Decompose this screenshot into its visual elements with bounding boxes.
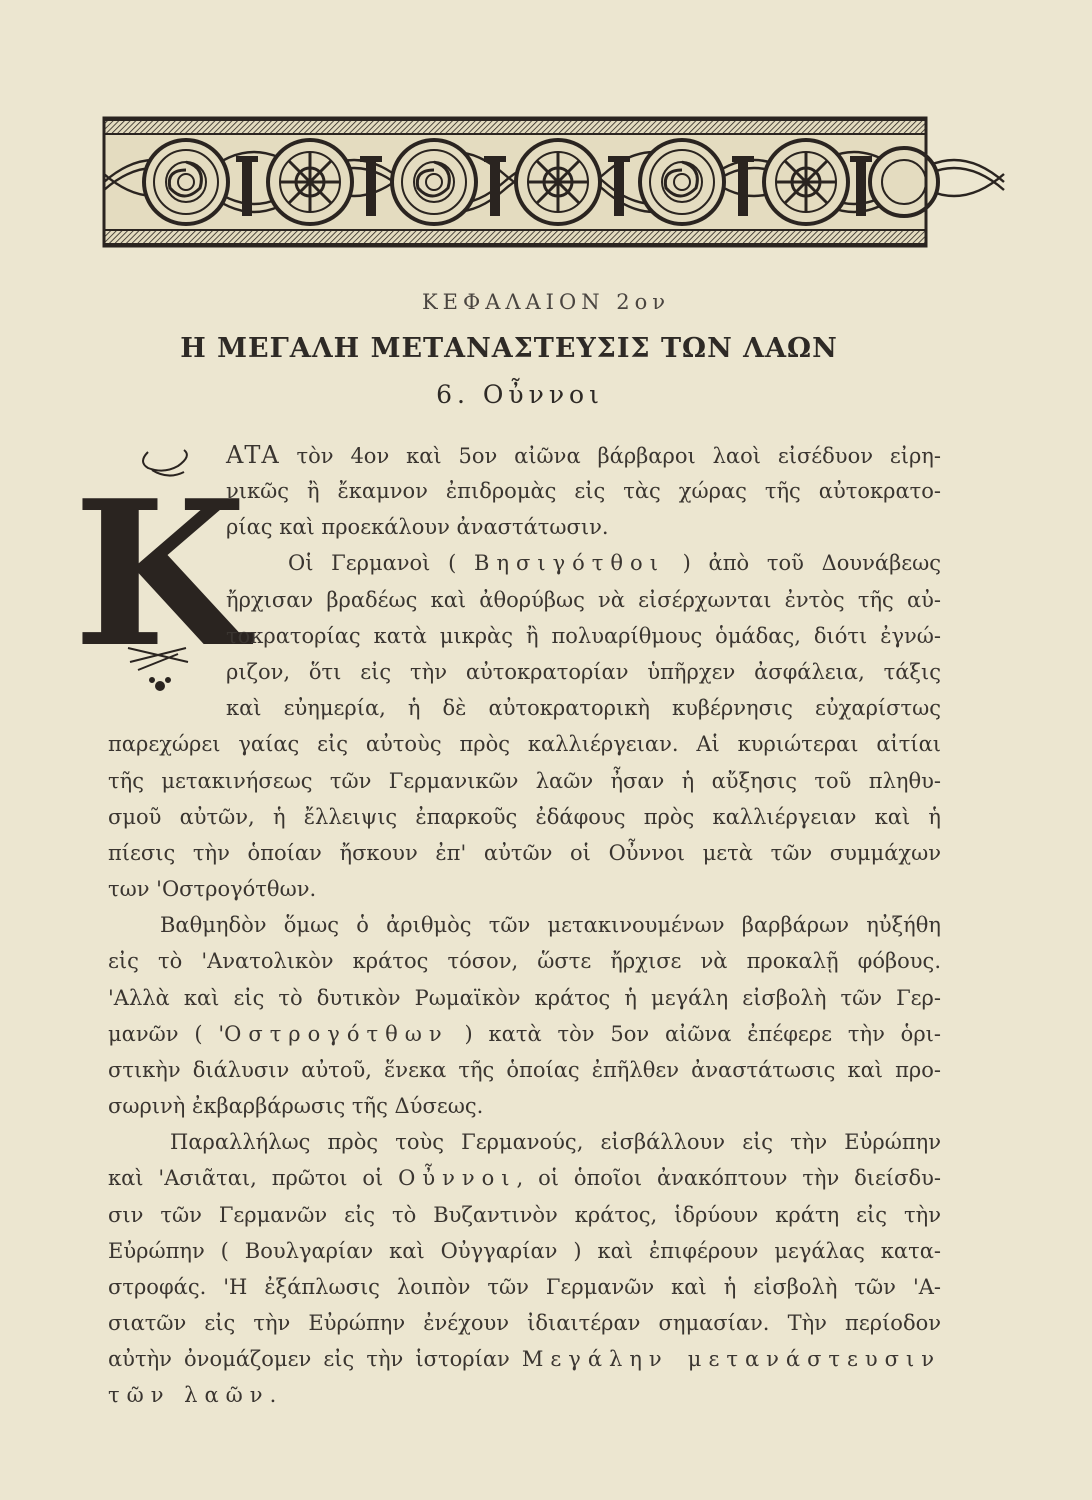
spaced-emphasis: Μεγάλην μετανάστευσιν bbox=[521, 1347, 942, 1371]
text-line bbox=[108, 839, 941, 867]
text-run: σιν τῶν Γερμανῶν εἰς τὸ Βυζαντινὸν κράτος, ἱδρύουν κράτη εἰς τὴν bbox=[108, 1203, 941, 1227]
text-line bbox=[226, 477, 941, 505]
text-run: Παραλλήλως πρὸς τοὺς Γερμανούς, εἰσβάλλουν εἰς τὴν Εὐρώπην bbox=[170, 1130, 941, 1154]
text-run: καὶ εὐημερία, ἡ δὲ αὐτοκρατορικὴ κυβέρνησις εὐχαρίστως bbox=[226, 696, 941, 720]
chapter-title: Η ΜΕΓΑΛΗ ΜΕΤΑΝΑΣΤΕΥΣΙΣ ΤΩΝ ΛΑΩΝ bbox=[180, 333, 838, 364]
text-run: ) ἀπὸ τοῦ Δουνάβεως bbox=[664, 551, 942, 575]
spaced-emphasis: Οστρογότθων bbox=[224, 1022, 449, 1046]
text-run: Εὐρώπην ( Βουλγαρίαν καὶ Οὐγγαρίαν ) καὶ ἐπιφέρουν μεγάλας κατα- bbox=[108, 1239, 941, 1263]
spaced-emphasis: τῶν λαῶν. bbox=[108, 1383, 284, 1407]
text-line bbox=[108, 1309, 941, 1337]
text-line bbox=[108, 1092, 483, 1120]
text-run: τῆς μετακινήσεως τῶν Γερμανικῶν λαῶν ἦσαν ἡ αὔξησις τοῦ πληθυ- bbox=[108, 769, 941, 793]
text-run: στροφάς. 'Η ἐξάπλωσις λοιπὸν τῶν Γερμανῶν καὶ ἡ εἰσβολὴ τῶν 'Α- bbox=[108, 1275, 941, 1299]
text-line bbox=[226, 586, 941, 614]
text-run: παρεχώρει γαίας εἰς αὐτοὺς πρὸς καλλιέργειαν. Αἱ κυριώτεραι αἰτίαι bbox=[108, 732, 941, 756]
section-title: 6. Οὖννοι bbox=[436, 380, 604, 409]
text-line bbox=[108, 1237, 941, 1265]
text-run: αὐτὴν ὀνομάζομεν εἰς τὴν ἱστορίαν bbox=[108, 1347, 522, 1371]
text-run: ἤρχισαν βραδέως καὶ ἀθορύβως νὰ εἰσέρχωνται ἐντὸς τῆς αὐ- bbox=[226, 588, 941, 612]
text-line bbox=[108, 1273, 941, 1301]
text-run: νικῶς ἢ ἔκαμνον ἐπιδρομὰς εἰς τὰς χώρας τῆς αὐτοκρατο- bbox=[226, 479, 941, 503]
text-run: πίεσις τὴν ὁποίαν ἤσκουν ἐπ' αὐτῶν οἱ Οὖννοι μετὰ τῶν συμμάχων bbox=[108, 841, 941, 865]
chapter-label: ΚΕΦΑΛΑΙΟΝ 2ον bbox=[421, 290, 671, 314]
text-line bbox=[226, 658, 941, 686]
text-run: τοκρατορίας κατὰ μικρὰς ἢ πολυαρίθμους ὁμάδας, διότι ἐγνώ- bbox=[226, 624, 941, 648]
text-line bbox=[108, 767, 941, 795]
text-run: 'Αλλὰ καὶ εἰς τὸ δυτικὸν Ρωμαϊκὸν κράτος ἡ μεγάλη εἰσβολὴ τῶν Γερ- bbox=[108, 986, 941, 1010]
text-line bbox=[108, 1164, 941, 1192]
text-run: ρίας καὶ προεκάλουν ἀναστάτωσιν. bbox=[226, 515, 609, 539]
text-run: στικὴν διάλυσιν αὐτοῦ, ἕνεκα τῆς ὁποίας ἐπῆλθεν ἀναστάτωσις καὶ προ- bbox=[108, 1058, 941, 1082]
text-run: σιατῶν εἰς τὴν Εὐρώπην ἐνέχουν ἰδιαιτέραν σημασίαν. Τὴν περίοδον bbox=[108, 1311, 941, 1335]
spaced-emphasis: Οὖννοι bbox=[398, 1166, 517, 1190]
text-line bbox=[226, 441, 941, 470]
text-line bbox=[226, 513, 609, 541]
text-line bbox=[108, 1201, 941, 1229]
decorated-dropcap bbox=[73, 448, 247, 710]
dropcap-letter: Κ bbox=[73, 457, 247, 692]
text-line bbox=[160, 911, 941, 939]
text-line bbox=[288, 549, 941, 577]
text-run: μανῶν ( ' bbox=[108, 1022, 225, 1046]
ornamental-header-band bbox=[104, 118, 926, 246]
text-run: εἰς τὸ 'Ανατολικὸν κράτος τόσον, ὥστε ἤρχισε νὰ προκαλῇ φόβους. bbox=[108, 949, 941, 973]
text-run: σμοῦ αὐτῶν, ἡ ἔλλειψις ἐπαρκοῦς ἐδάφους πρὸς καλλιέργειαν καὶ ἡ bbox=[108, 805, 941, 829]
text-run: καὶ 'Ασιᾶται, πρῶτοι οἱ bbox=[108, 1166, 399, 1190]
opening-letters: ΑΤΑ bbox=[226, 441, 280, 469]
text-line bbox=[108, 803, 941, 831]
text-line bbox=[108, 1020, 941, 1048]
spaced-emphasis: Βησιγότθοι bbox=[474, 551, 665, 575]
text-line bbox=[226, 622, 941, 650]
text-line bbox=[108, 984, 941, 1012]
text-run: Βαθμηδὸν ὅμως ὁ ἀριθμὸς τῶν μετακινουμένων βαρβάρων ηὐξήθη bbox=[160, 913, 941, 937]
text-run: Οἱ Γερμανοὶ ( bbox=[288, 551, 475, 575]
text-run: ριζον, ὅτι εἰς τὴν αὐτοκρατορίαν ὑπῆρχεν ἀσφάλεια, τάξις bbox=[226, 660, 941, 684]
text-line bbox=[108, 730, 941, 758]
text-run: τὸν 4ον καὶ 5ον αἰῶνα βάρβαροι λαοὶ εἰσέδυον εἰρη- bbox=[279, 444, 941, 468]
text-run: σωρινὴ ἐκβαρβάρωσις τῆς Δύσεως. bbox=[108, 1094, 484, 1118]
text-line bbox=[108, 1381, 283, 1409]
text-line bbox=[226, 694, 941, 722]
text-line bbox=[170, 1128, 941, 1156]
text-run: ) κατὰ τὸν 5ον αἰῶνα ἐπέφερε τὴν ὁρι- bbox=[448, 1022, 941, 1046]
text-line bbox=[108, 1056, 941, 1084]
text-line bbox=[108, 875, 316, 903]
text-line bbox=[108, 1345, 941, 1373]
text-run: , οἱ ὁποῖοι ἀνακόπτουν τὴν διείσδυ- bbox=[516, 1166, 941, 1190]
text-line bbox=[108, 947, 941, 975]
text-run: των 'Οστρογότθων. bbox=[108, 877, 317, 901]
